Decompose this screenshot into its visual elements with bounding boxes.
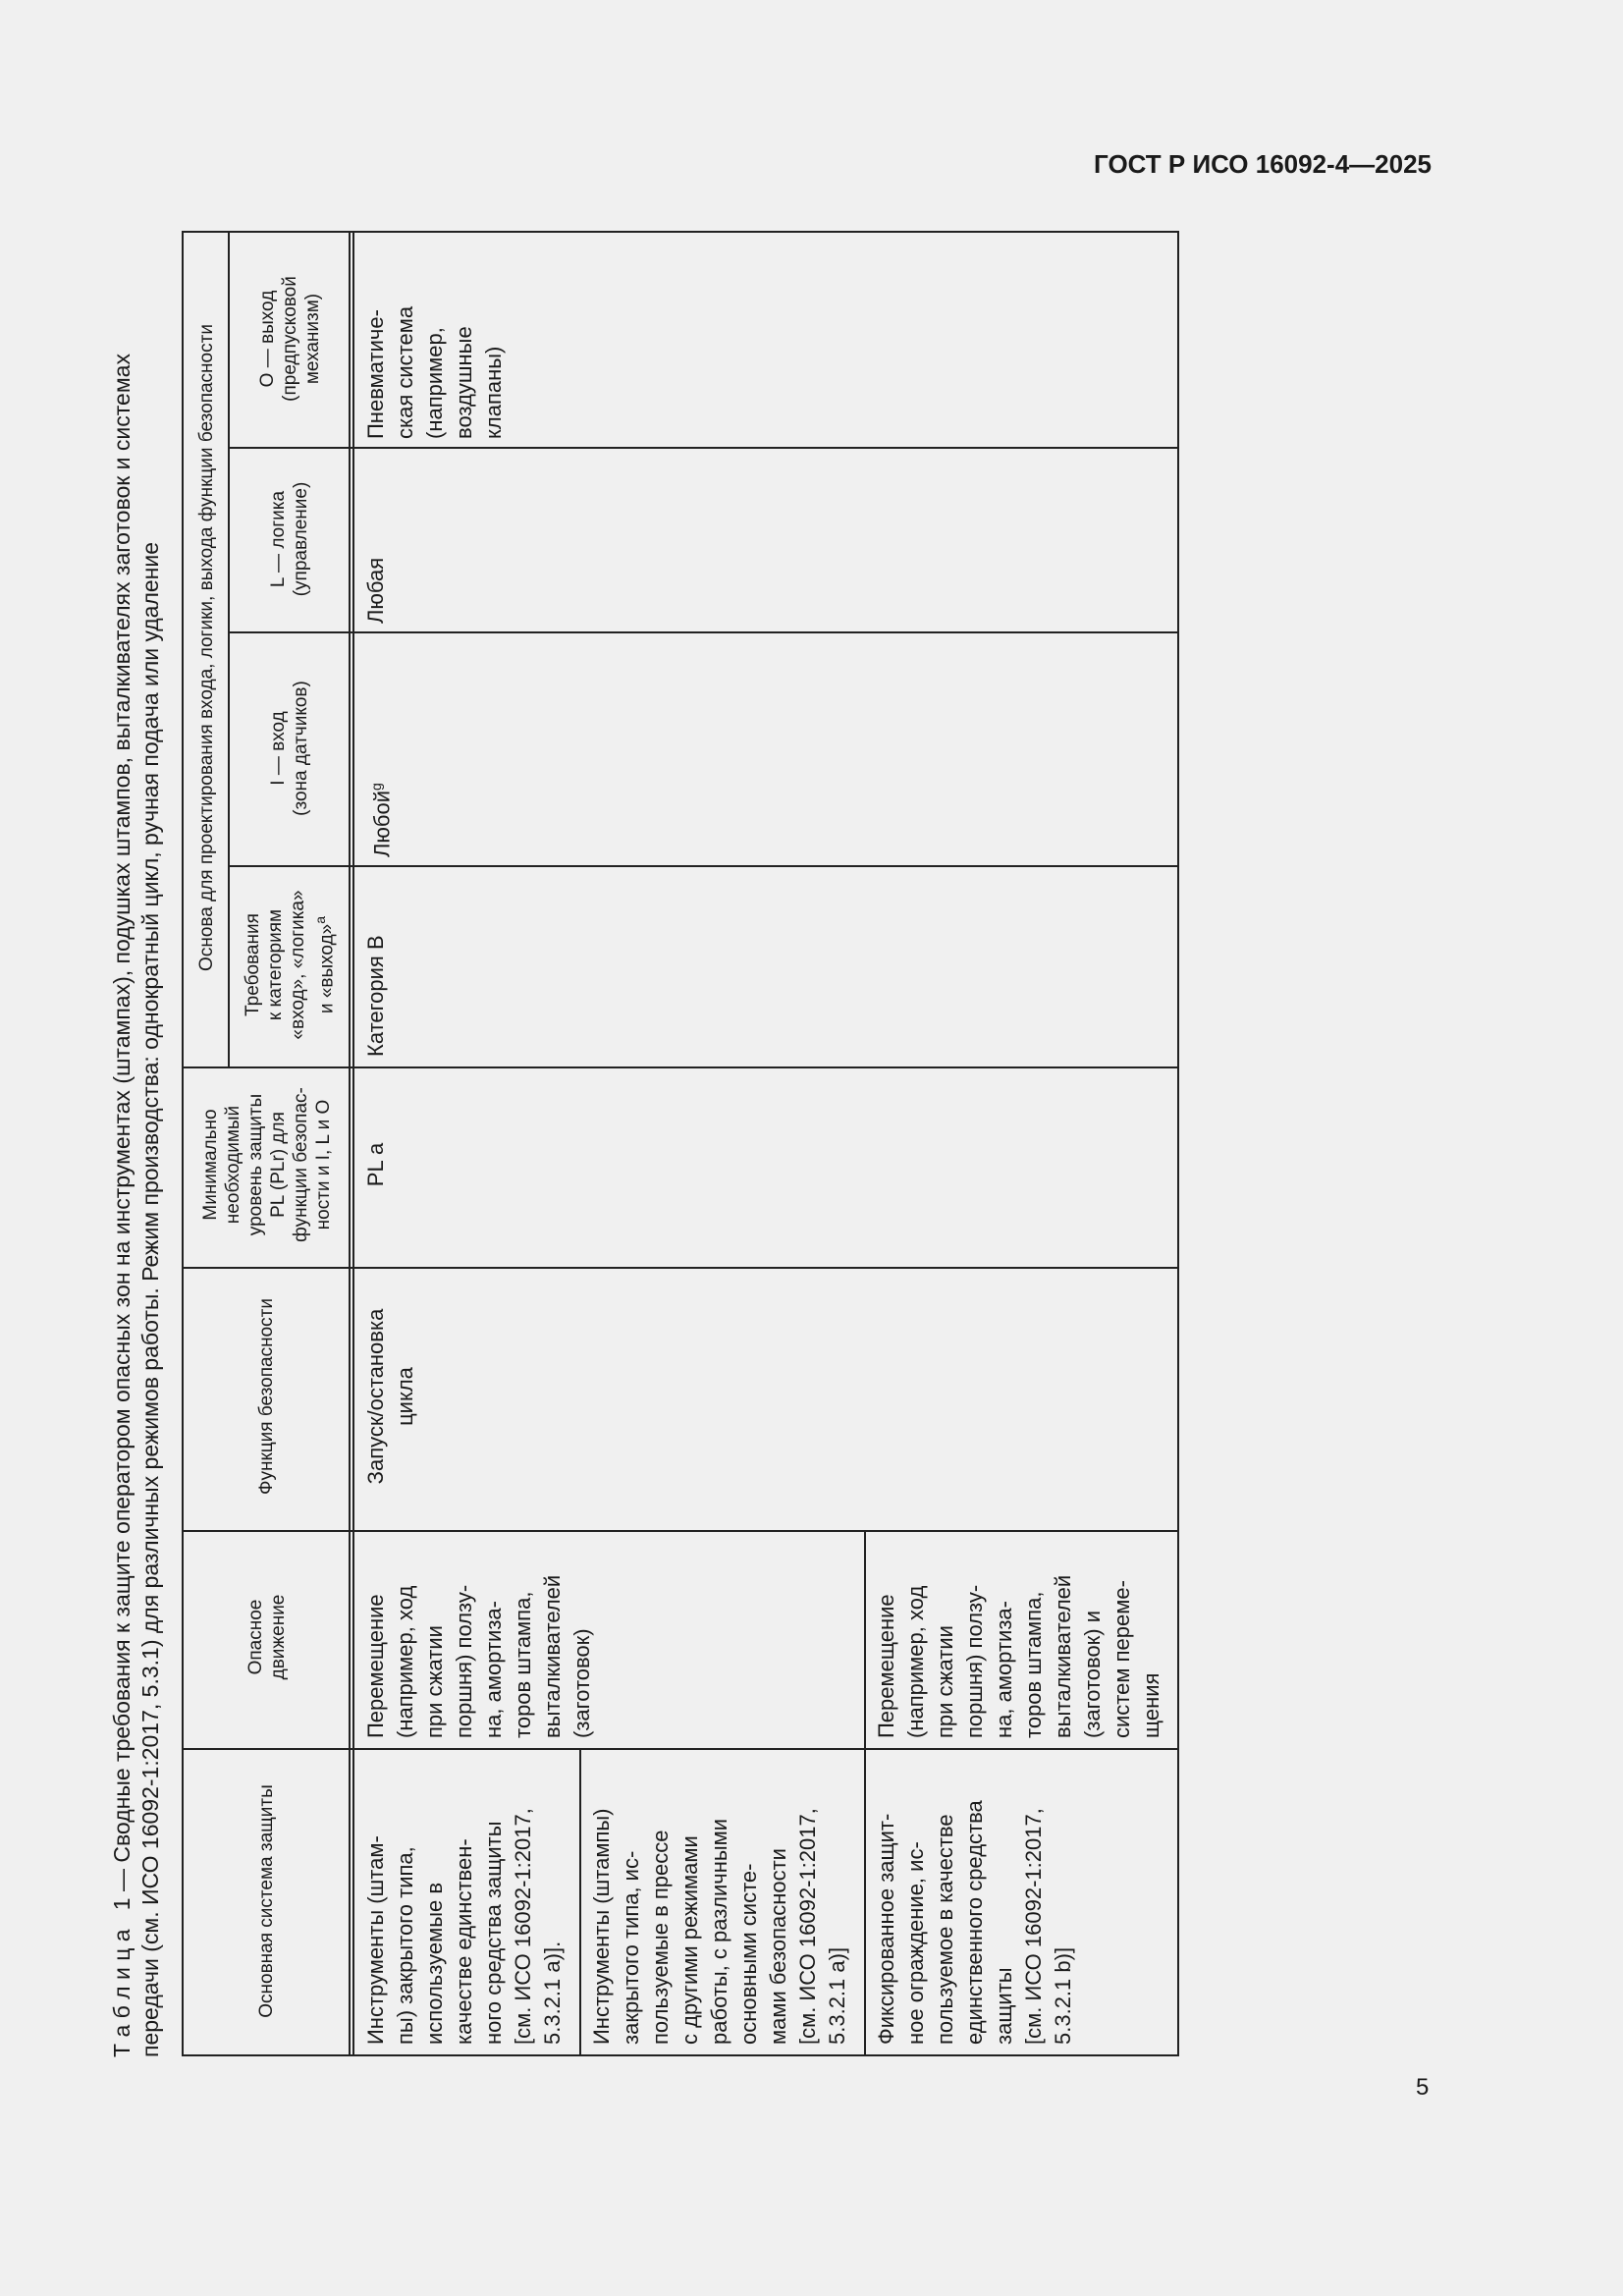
table-cell-pl: PL a bbox=[363, 1142, 388, 1187]
caption-line1: — Сводные требования к защите оператором опасных зон на инструментах (штампах), подушках штампов, выталкивателях заготовок и системах bbox=[109, 354, 135, 1898]
table-row: Инструменты (штам- пы) закрытого типа, используемые в качестве единствен- ного средства защиты [см. ИСО 16092-1:2017, 5.3.2.1 а)]. bbox=[363, 1808, 565, 2045]
table-caption bbox=[108, 354, 165, 2057]
header-output: О — выход (предпусковой механизм) bbox=[256, 276, 323, 402]
table-row: Инструменты (штампы) закрытого типа, ис- пользуемые в прессе с другими режимами работы, с различными основными систе- мами безопасности [см. ИСО 16092-1:2017, 5.3.2.1 а)] bbox=[589, 1808, 849, 2045]
header-input: I — вход (зона датчиков) bbox=[268, 681, 311, 816]
input-footnote: g bbox=[368, 783, 384, 791]
caption-label: Т а б л и ц а 1 bbox=[109, 1897, 135, 2057]
header-hazardous-motion: Опасное движение bbox=[244, 1594, 289, 1680]
header-logic: L — логика (управление) bbox=[268, 481, 311, 597]
header-categories: Требования к категориям «вход», «логика» и «выход»$^a$ bbox=[242, 890, 338, 1040]
header-protection-system: Основная система защиты bbox=[256, 1784, 277, 2018]
header-min-pl: Минимально необходимый уровень защиты PL (PLr) для функции безопас- ности и I, L и O bbox=[199, 1087, 334, 1242]
page-number: 5 bbox=[1416, 2074, 1430, 2101]
table-cell-function: Запуск/остановка цикла bbox=[363, 1308, 417, 1485]
categories-footnote: a bbox=[311, 915, 328, 924]
table-cell-motion: Перемещение (например, ход при сжатии поршня) ползу- на, амортиза- торов штампа, выталкивателей (заготовок) bbox=[363, 1574, 594, 1738]
table-cell-output: Пневматиче- ская система (например, воздушные клапаны) bbox=[363, 305, 506, 439]
caption-line2: передачи (см. ИСО 16092-1:2017, 5.3.1) для различных режимов работы. Режим производства: однократный цикл, ручная подача или удаление bbox=[137, 541, 163, 2057]
table-cell-category: Категория В bbox=[363, 935, 388, 1057]
table-cell-motion: Перемещение (например, ход при сжатии поршня) ползу- на, амортиза- торов штампа, выталкивателей (заготовок) и систем переме- щения bbox=[874, 1574, 1163, 1738]
table-cell-input: Любой$^g$ bbox=[368, 783, 395, 857]
table-cell-logic: Любая bbox=[363, 557, 388, 624]
header-design-basis: Основа для проектирования входа, логики, выхода функции безопасности bbox=[195, 324, 217, 971]
table-row: Фиксированное защит- ное ограждение, ис- пользуемое в качестве единственного средства защиты [см. ИСО 16092-1:2017, 5.3.2.1 b)] bbox=[874, 1800, 1075, 2045]
document-header: ГОСТ Р ИСО 16092-4—2025 bbox=[1094, 149, 1432, 179]
header-safety-function: Функция безопасности bbox=[256, 1298, 277, 1495]
